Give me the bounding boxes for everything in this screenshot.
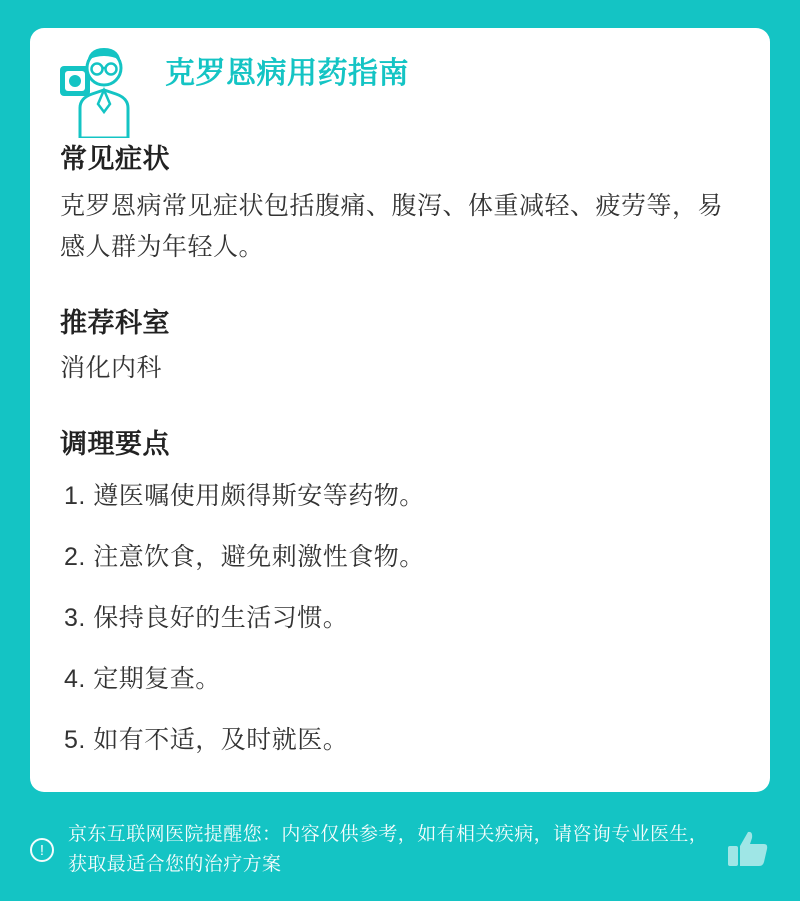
footer-disclaimer bbox=[30, 820, 770, 879]
content-card bbox=[30, 28, 770, 792]
footer-text: 京东互联网医院提醒您：内容仅供参考，如有相关疾病，请咨询专业医生，获取最适合您的治疗方案 bbox=[68, 824, 709, 875]
section-body-department: 消化内科 bbox=[60, 354, 163, 382]
section-body-symptoms: 克罗恩病常见症状包括腹痛、腹泻、体重减轻、疲劳等，易感人群为年轻人。 bbox=[60, 192, 724, 261]
list-item: 1. 遵医嘱使用颇得斯安等药物。 bbox=[64, 481, 425, 510]
list-item: 4. 定期复查。 bbox=[64, 664, 221, 693]
page-title: 克罗恩病用药指南 bbox=[165, 57, 409, 90]
care-tips-list bbox=[60, 479, 740, 758]
list-item: 3. 保持良好的生活习惯。 bbox=[64, 603, 349, 632]
doctor-avatar-icon bbox=[60, 42, 146, 138]
section-heading-symptoms: 常见症状 bbox=[60, 144, 170, 174]
section-heading-care-tips: 调理要点 bbox=[60, 428, 170, 459]
section-heading-department: 推荐科室 bbox=[60, 308, 170, 338]
info-circle-icon: ! bbox=[30, 838, 54, 862]
list-item: 5. 如有不适，及时就医。 bbox=[64, 725, 349, 754]
thumbs-up-icon[interactable] bbox=[726, 828, 770, 872]
list-item: 2. 注意饮食，避免刺激性食物。 bbox=[64, 542, 425, 571]
